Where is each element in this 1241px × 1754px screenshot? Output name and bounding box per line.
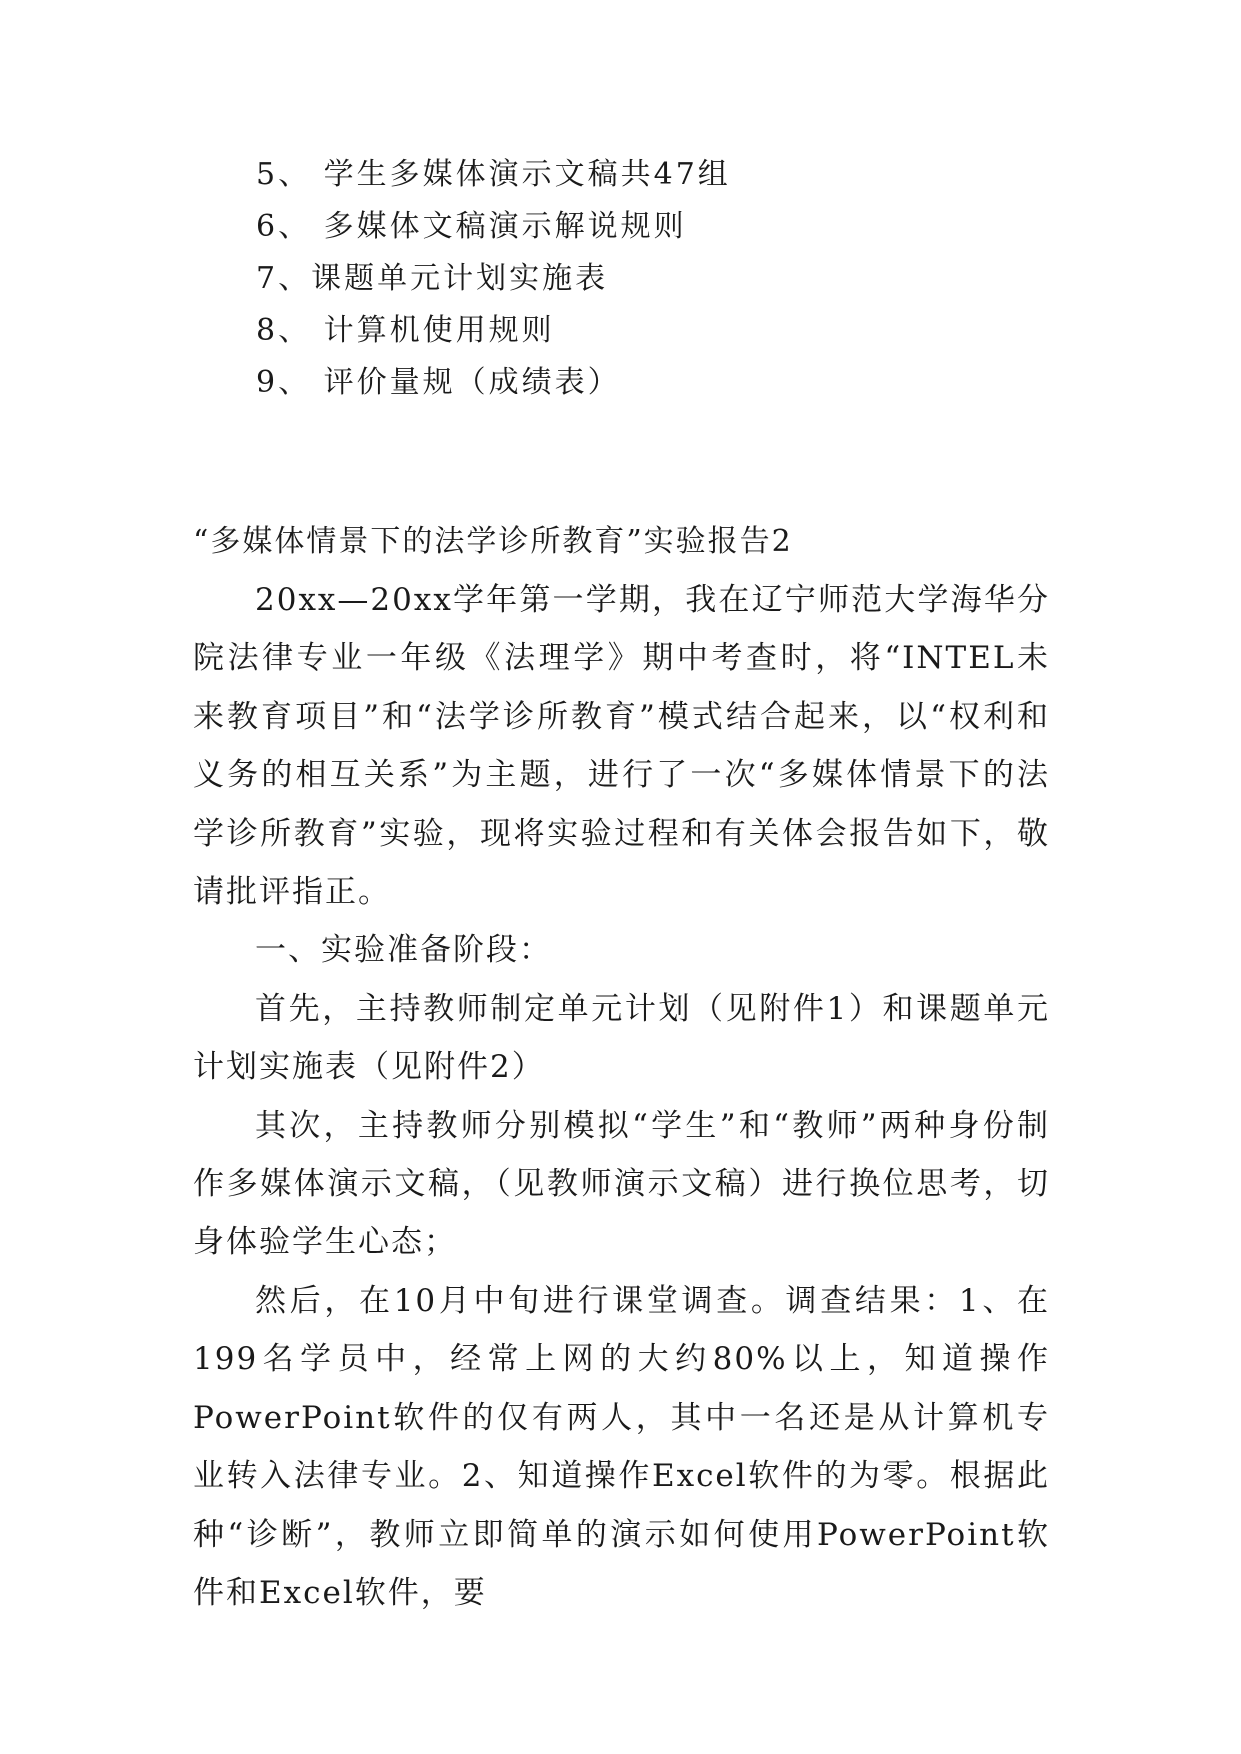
paragraph-intro: 20xx—20xx学年第一学期，我在辽宁师范大学海华分院法律专业一年级《法理学》期中考查时，将“INTEL未来教育项目”和“法学诊所教育”模式结合起来，以“权利和义务的相互关系”为主题，进行了一次“多媒体情景下的法学诊所教育”实验，现将实验过程和有关体会报告如下，敬请批评指正。 (193, 582, 1050, 911)
report-body (193, 513, 1050, 1622)
list-item: 5、 学生多媒体演示文稿共47组 (256, 157, 731, 192)
list-item: 8、 计算机使用规则 (256, 313, 555, 348)
paragraph-then: 然后，在10月中旬进行课堂调查。调查结果：1、在199名学员中，经常上网的大约80%以上，知道操作PowerPoint软件的仅有两人，其中一名还是从计算机专业转入法律专业。2、知道操作Excel软件的为零。根据此种“诊断”，教师立即简单的演示如何使用PowerPoint软件和Excel软件，要 (193, 1282, 1050, 1611)
report-title: “多媒体情景下的法学诊所教育”实验报告2 (193, 524, 793, 559)
list-item: 7、课题单元计划实施表 (256, 261, 609, 296)
list-item: 9、 评价量规（成绩表） (256, 365, 621, 400)
paragraph-first: 首先，主持教师制定单元计划（见附件1）和课题单元计划实施表（见附件2） (193, 990, 1050, 1086)
section-heading: 一、实验准备阶段： (255, 932, 552, 969)
paragraph-second: 其次，主持教师分别模拟“学生”和“教师”两种身份制作多媒体演示文稿，（见教师演示文稿）进行换位思考，切身体验学生心态； (193, 1107, 1050, 1261)
list-item: 6、 多媒体文稿演示解说规则 (256, 209, 687, 244)
